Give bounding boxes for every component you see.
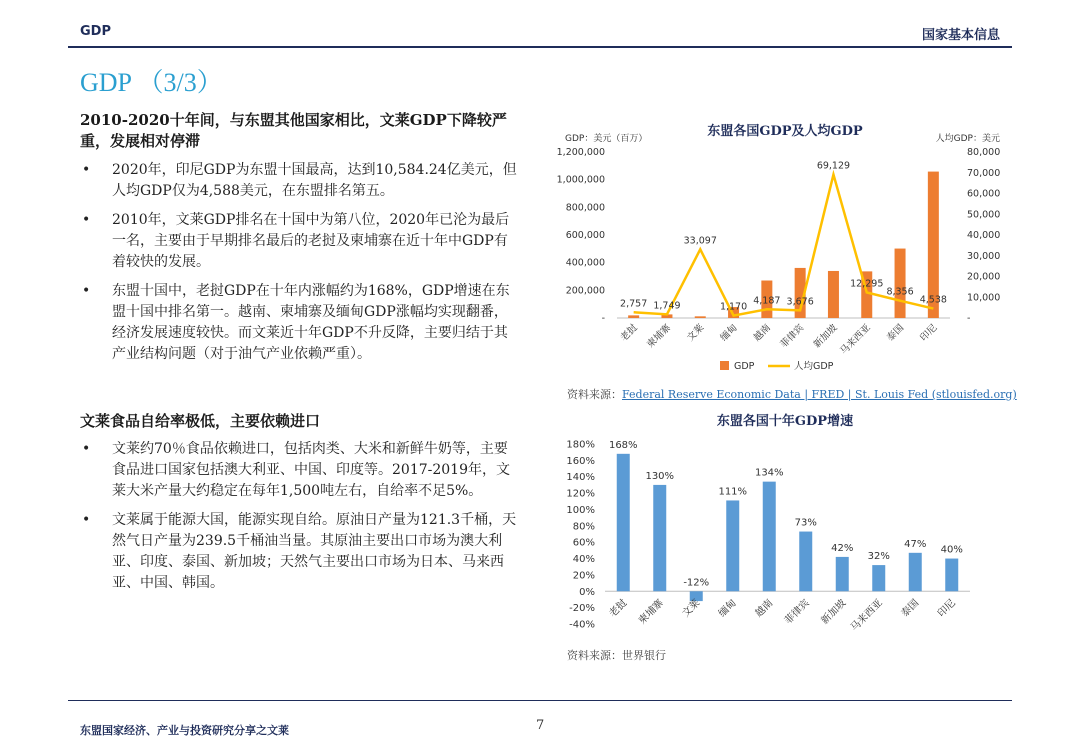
bullet-item: • 文莱属于能源大国，能源实现自给。原油日产量为121.3千桶，天然气日产量为239.5千桶油当量。其原油主要出口市场为澳大利亚、印度、泰国、新加坡；天然气主要出口市场为日本、马来西亚、中国、韩国。 bbox=[80, 510, 520, 594]
growth-data-label: -12% bbox=[683, 577, 710, 589]
category-tick-label: 越南 bbox=[753, 597, 776, 620]
growth-data-label: 42% bbox=[831, 542, 854, 554]
category-tick-label: 泰国 bbox=[884, 322, 907, 344]
chart2-title: 东盟各国十年GDP增速 bbox=[716, 414, 854, 429]
section1-bullets bbox=[80, 160, 520, 373]
gdp-bar bbox=[628, 315, 639, 318]
right-axis-label: 人均GDP：美元 bbox=[935, 134, 1000, 144]
growth-bar bbox=[653, 485, 666, 591]
per-capita-data-label: 1,749 bbox=[653, 300, 681, 312]
per-capita-data-label: 1,170 bbox=[719, 301, 748, 313]
growth-bar bbox=[872, 565, 885, 591]
category-tick-label: 老挝 bbox=[607, 597, 630, 620]
y-tick-label: 120% bbox=[566, 488, 595, 500]
right-tick-label: 10,000 bbox=[967, 292, 1001, 304]
left-tick-label: 200,000 bbox=[565, 285, 605, 297]
growth-data-label: 32% bbox=[867, 551, 890, 563]
section1-heading: 2010-2020十年间，与东盟其他国家相比，文莱GDP下降较严重，发展相对停滞 bbox=[80, 111, 507, 150]
left-tick-label: 400,000 bbox=[565, 257, 605, 269]
left-tick-label: 1,000,000 bbox=[556, 174, 605, 186]
y-tick-label: 160% bbox=[566, 455, 595, 467]
left-axis-label: GDP：美元（百万） bbox=[565, 134, 648, 144]
per-capita-data-label: 4,538 bbox=[919, 294, 947, 306]
category-tick-label: 老挝 bbox=[618, 322, 640, 344]
gdp-chart bbox=[555, 130, 1015, 380]
bullet-item: • 2020年，印尼GDP为东盟十国最高，达到10,584.24亿美元，但人均GDP仅为4,588美元，在东盟排名第五。 bbox=[80, 160, 520, 202]
per-capita-data-label: 12,295 bbox=[850, 278, 884, 290]
y-tick-label: 0% bbox=[579, 586, 595, 598]
right-tick-label: - bbox=[967, 313, 971, 324]
growth-bar bbox=[909, 553, 922, 591]
growth-data-label: 130% bbox=[645, 470, 675, 482]
footer-divider bbox=[68, 700, 1012, 701]
bullet-item: • 东盟十国中，老挝GDP在十年内涨幅约为168%，GDP增速在东盟十国中排名第一。越南、柬埔寨及缅甸GDP涨幅均实现翻番，经济发展速度较快。而文莱近十年GDP不升反降，主要归结于其产业结构问题（对于油气产业依赖严重）。 bbox=[80, 281, 520, 365]
legend-swatch-gdp bbox=[720, 361, 729, 370]
left-tick-label: 600,000 bbox=[565, 230, 605, 241]
growth-data-label: 40% bbox=[940, 544, 963, 556]
category-tick-label: 缅甸 bbox=[716, 597, 739, 620]
per-capita-data-label: 69,129 bbox=[816, 160, 851, 172]
right-tick-label: 50,000 bbox=[967, 209, 1001, 221]
chart1-source: 资料来源：Federal Reserve Economic Data | FRED | St. Louis Fed (stlouisfed.org) bbox=[567, 388, 1017, 401]
right-tick-label: 40,000 bbox=[967, 230, 1001, 241]
growth-data-label: 111% bbox=[718, 486, 748, 498]
category-tick-label: 文莱 bbox=[680, 597, 703, 620]
section2-heading: 文莱食品自给率极低，主要依赖进口 bbox=[80, 412, 321, 430]
category-tick-label: 柬埔寨 bbox=[636, 597, 666, 627]
left-tick-label: - bbox=[601, 313, 605, 324]
chart2-source: 资料来源：世界银行 bbox=[567, 649, 666, 662]
growth-data-label: 168% bbox=[608, 439, 638, 451]
category-tick-label: 缅甸 bbox=[718, 322, 740, 344]
category-tick-label: 印尼 bbox=[918, 322, 940, 344]
category-tick-label: 泰国 bbox=[899, 597, 922, 620]
growth-data-label: 134% bbox=[754, 467, 784, 479]
growth-bar bbox=[617, 454, 630, 591]
source-link[interactable]: Federal Reserve Economic Data | FRED | St. Louis Fed (stlouisfed.org) bbox=[622, 388, 1017, 401]
per-capita-data-label: 2,757 bbox=[620, 298, 648, 310]
y-tick-label: 80% bbox=[572, 521, 595, 533]
y-tick-label: 180% bbox=[566, 439, 595, 451]
category-tick-label: 文莱 bbox=[685, 322, 707, 344]
legend-label-gdp: GDP bbox=[734, 361, 755, 372]
category-tick-label: 菲律宾 bbox=[778, 322, 807, 351]
category-tick-label: 越南 bbox=[751, 322, 773, 344]
growth-data-label: 47% bbox=[904, 538, 927, 550]
category-tick-label: 马来西亚 bbox=[848, 597, 885, 634]
y-tick-label: -40% bbox=[569, 619, 595, 631]
y-tick-label: 140% bbox=[566, 472, 595, 484]
growth-data-label: 73% bbox=[794, 517, 817, 529]
gdp-bar bbox=[695, 316, 706, 318]
right-tick-label: 20,000 bbox=[967, 271, 1001, 283]
gdp-bar bbox=[828, 271, 839, 318]
right-tick-label: 30,000 bbox=[967, 250, 1001, 262]
page-number: 7 bbox=[536, 718, 545, 733]
gdp-bar bbox=[895, 249, 906, 318]
growth-bar bbox=[763, 482, 776, 592]
growth-bar bbox=[836, 557, 849, 591]
section2-bullets bbox=[80, 439, 520, 602]
right-tick-label: 60,000 bbox=[967, 188, 1001, 200]
category-tick-label: 菲律宾 bbox=[782, 597, 812, 627]
legend-label-per-capita: 人均GDP bbox=[794, 361, 834, 372]
footer-text: 东盟国家经济、产业与投资研究分享之文莱 bbox=[80, 724, 289, 737]
category-tick-label: 印尼 bbox=[935, 597, 958, 620]
category-tick-label: 柬埔寨 bbox=[645, 322, 674, 351]
per-capita-data-label: 8,356 bbox=[886, 286, 914, 298]
per-capita-data-label: 3,676 bbox=[786, 296, 814, 308]
per-capita-data-label: 33,097 bbox=[683, 235, 717, 247]
left-tick-label: 1,200,000 bbox=[556, 147, 605, 158]
category-tick-label: 马来西亚 bbox=[838, 322, 873, 358]
bullet-item: • 2010年，文莱GDP排名在十国中为第八位，2020年已沦为最后一名，主要由于早期排名最后的老挝及柬埔寨在近十年中GDP有着较快的发展。 bbox=[80, 210, 520, 273]
growth-bar bbox=[945, 559, 958, 592]
header-section: GDP bbox=[80, 24, 111, 39]
per-capita-data-label: 4,187 bbox=[753, 295, 781, 307]
growth-bar bbox=[799, 532, 812, 592]
chart1-title: 东盟各国GDP及人均GDP bbox=[707, 124, 863, 139]
y-tick-label: -20% bbox=[569, 603, 595, 615]
y-tick-label: 20% bbox=[572, 570, 595, 582]
growth-chart bbox=[555, 428, 1015, 646]
header-category: 国家基本信息 bbox=[921, 28, 1000, 43]
bullet-item: • 文莱约70％食品依赖进口，包括肉类、大米和新鲜牛奶等，主要食品进口国家包括澳大利亚、中国、印度等。2017-2019年，文莱大米产量大约稳定在每年1,500吨左右，自给率不足5%。 bbox=[80, 439, 520, 502]
right-tick-label: 80,000 bbox=[967, 147, 1001, 158]
category-tick-label: 新加坡 bbox=[811, 322, 840, 351]
y-tick-label: 40% bbox=[572, 554, 595, 566]
growth-bar bbox=[726, 500, 739, 591]
category-tick-label: 新加坡 bbox=[819, 597, 849, 627]
header-divider bbox=[68, 46, 1012, 48]
left-tick-label: 800,000 bbox=[565, 202, 605, 214]
y-tick-label: 60% bbox=[572, 537, 595, 549]
page-title: GDP （3/3） bbox=[80, 68, 223, 97]
right-tick-label: 70,000 bbox=[967, 167, 1001, 179]
y-tick-label: 100% bbox=[566, 504, 595, 516]
